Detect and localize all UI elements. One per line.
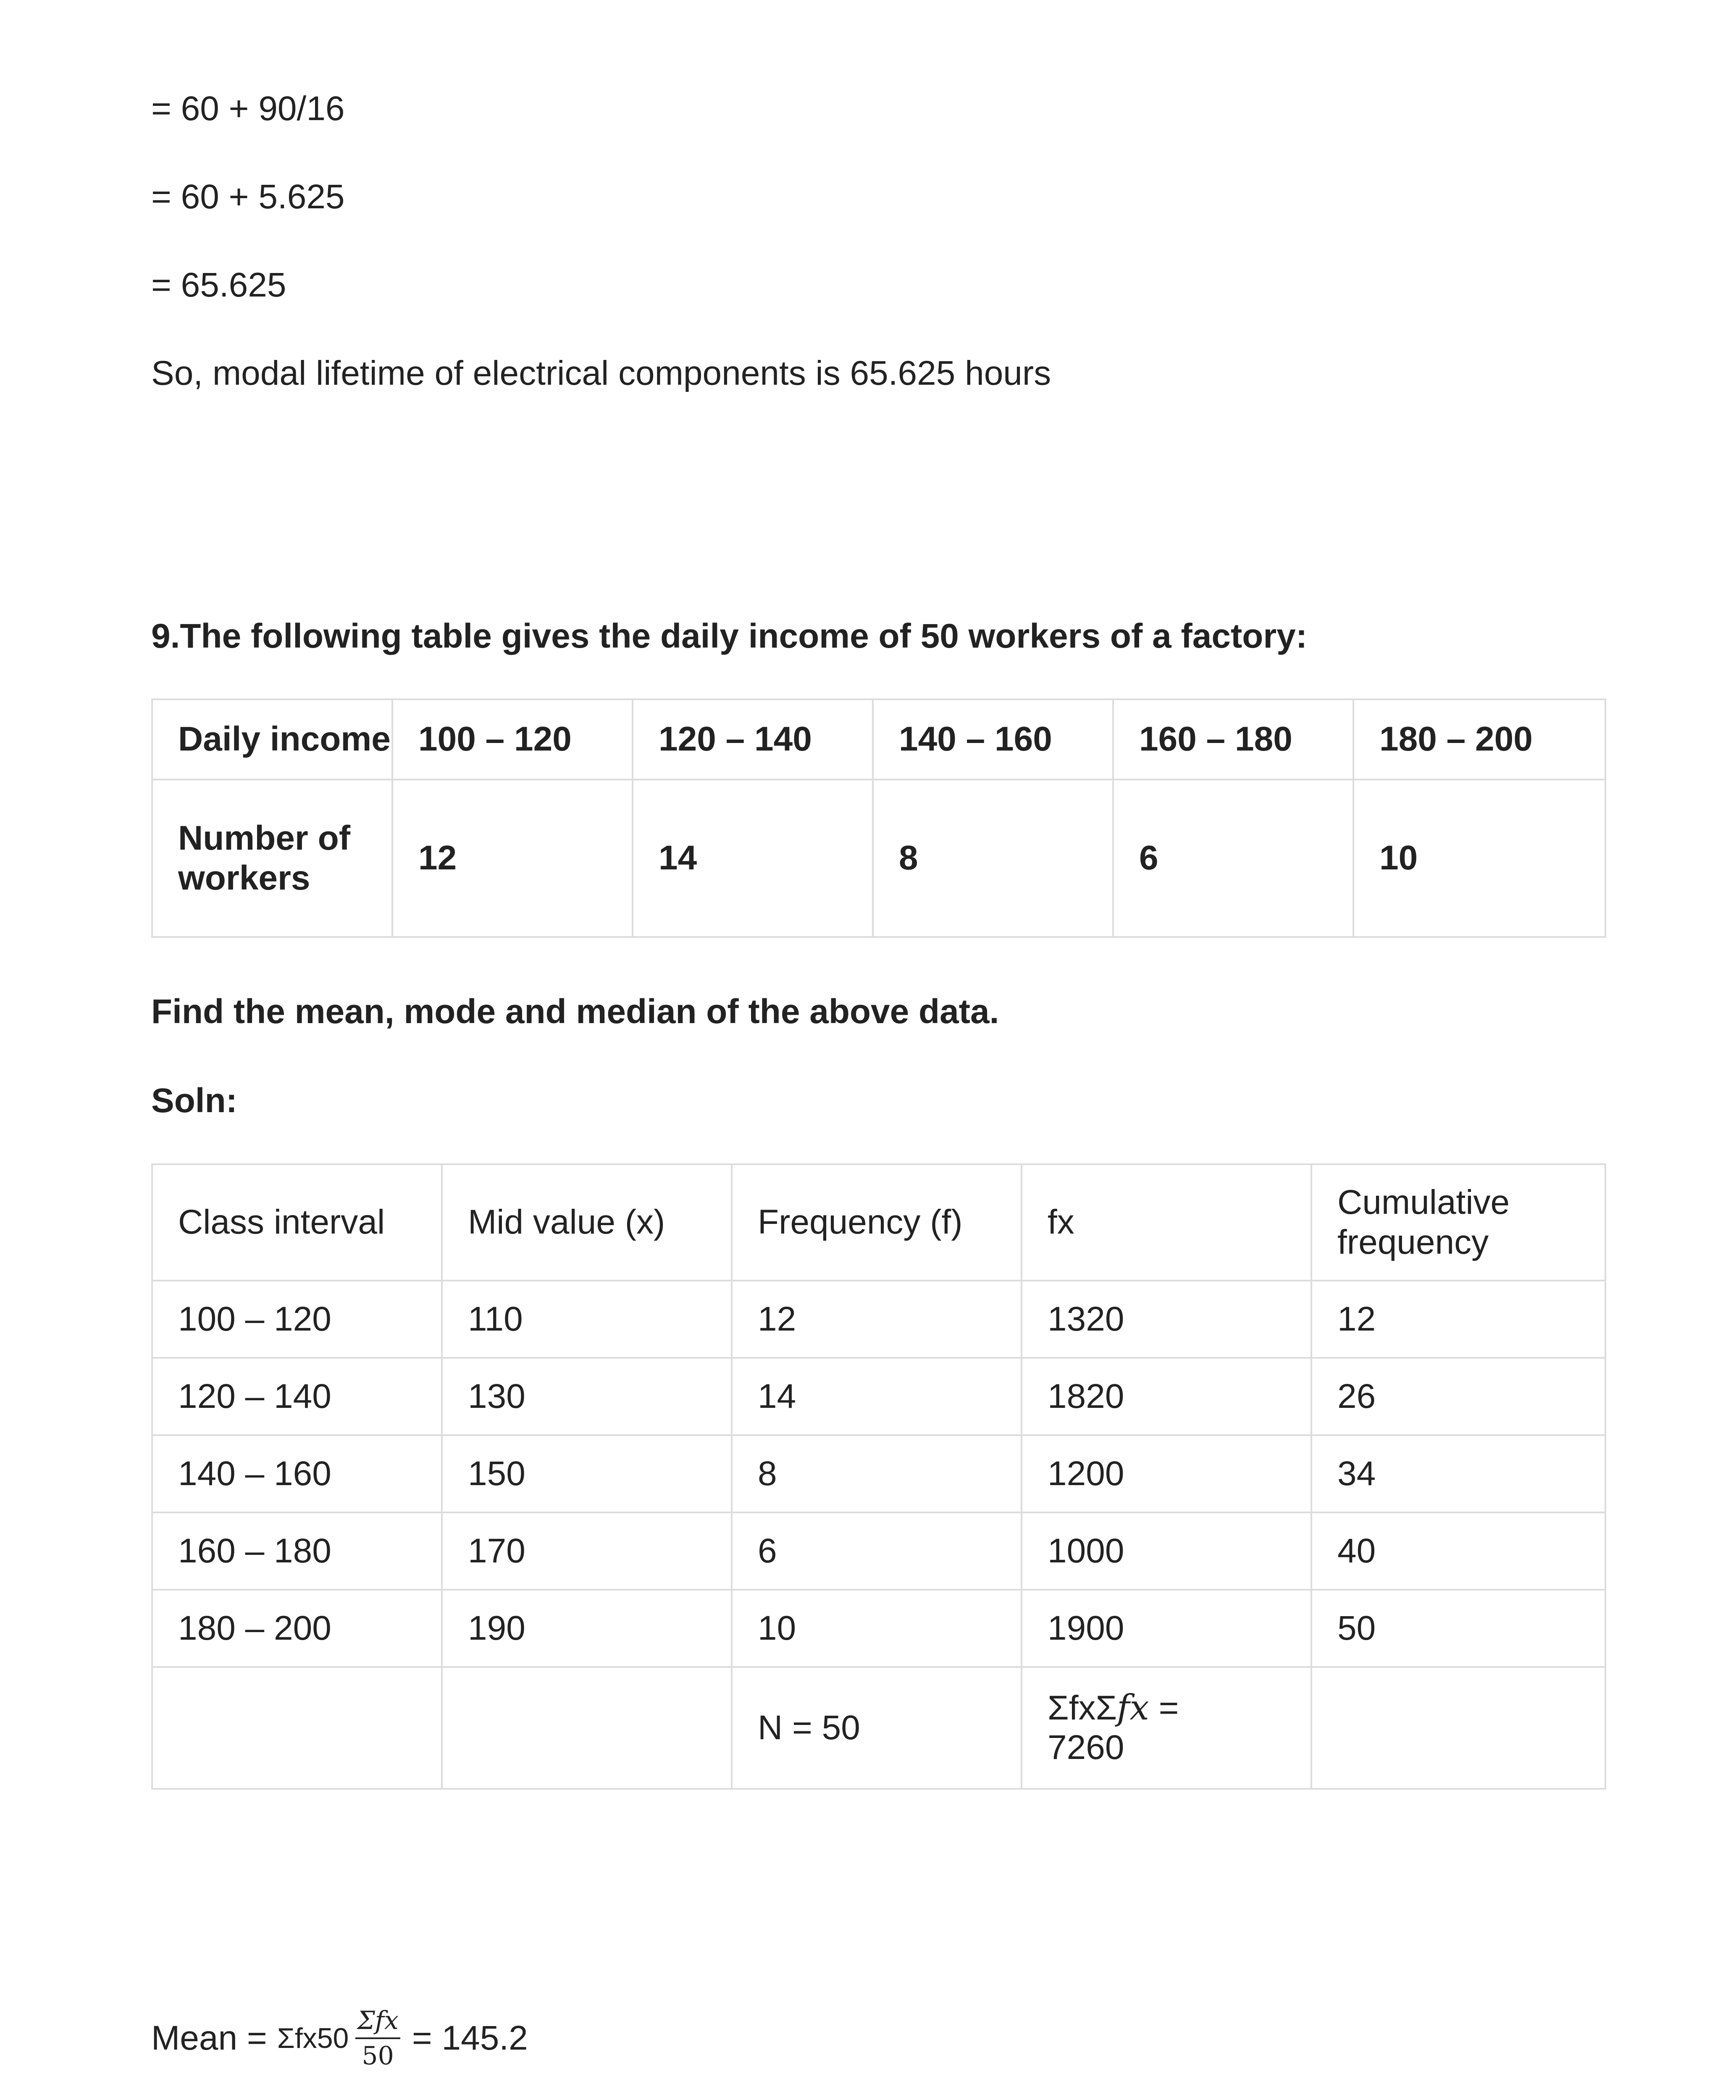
table-cell: 34 — [1311, 1435, 1605, 1512]
conclusion-text: So, modal lifetime of electrical components is 65.625 hours — [151, 354, 1051, 392]
fraction-denominator: 50 — [362, 2041, 394, 2071]
table-cell: 50 — [1311, 1590, 1605, 1667]
table-cell: Daily income — [152, 699, 392, 780]
table-cell: 100 – 120 — [392, 699, 633, 780]
fraction-numerator: Σfx — [355, 2006, 400, 2039]
table-cell: 180 – 200 — [152, 1590, 442, 1667]
table-cell: 170 — [442, 1512, 732, 1590]
table-cell: 8 — [732, 1435, 1022, 1512]
table-row — [152, 1590, 1605, 1667]
table-cell: 1900 — [1022, 1590, 1311, 1667]
table-cell: 190 — [442, 1590, 732, 1667]
total-fx-cell — [1022, 1667, 1311, 1789]
table-header-cell: Class interval — [152, 1164, 442, 1281]
table-cell: 8 — [873, 780, 1113, 937]
table-cell: 140 – 160 — [152, 1435, 442, 1512]
table-cell: 10 — [732, 1590, 1022, 1667]
table-cell: 26 — [1311, 1358, 1605, 1435]
equation-line-1: = 60 + 90/16 — [151, 89, 345, 128]
find-instruction: Find the mean, mode and median of the above data. — [151, 992, 999, 1031]
table-cell: 180 – 200 — [1353, 699, 1605, 780]
solution-table — [151, 1163, 1606, 1790]
question-heading: 9.The following table gives the daily income of 50 workers of a factory: — [151, 617, 1308, 655]
table-cell: 6 — [1113, 780, 1353, 937]
sum-fx-plain: ΣfxΣ — [1048, 1688, 1117, 1727]
table-cell: 1000 — [1022, 1512, 1311, 1590]
table-cell: 110 — [442, 1281, 732, 1358]
table-cell — [152, 1667, 442, 1789]
table-header-row — [152, 1164, 1605, 1281]
table-cell: 6 — [732, 1512, 1022, 1590]
table-header-cell: fx — [1022, 1164, 1311, 1281]
income-table — [151, 698, 1606, 938]
table-cell: 160 – 180 — [152, 1512, 442, 1590]
table-cell: 160 – 180 — [1113, 699, 1353, 780]
table-cell: 14 — [633, 780, 873, 937]
total-frequency-cell: N = 50 — [732, 1667, 1022, 1789]
mean-fraction — [355, 2006, 400, 2071]
table-header-cell: Frequency (f) — [732, 1164, 1022, 1281]
mean-result: = 145.2 — [412, 2019, 528, 2057]
table-cell: 12 — [732, 1281, 1022, 1358]
mean-inline-text: Σfx50 — [277, 2022, 349, 2054]
table-row — [152, 1512, 1605, 1590]
table-row — [152, 1435, 1605, 1512]
mean-label: Mean = — [151, 2019, 267, 2057]
mean-equation — [151, 2006, 528, 2071]
table-cell: 14 — [732, 1358, 1022, 1435]
table-cell: 10 — [1353, 780, 1605, 937]
table-cell: 150 — [442, 1435, 732, 1512]
table-cell: Number of workers — [152, 780, 392, 937]
table-header-cell: Cumulative frequency — [1311, 1164, 1605, 1281]
table-cell — [1311, 1667, 1605, 1789]
sum-fx-value: 7260 — [1048, 1728, 1124, 1767]
table-cell: 1320 — [1022, 1281, 1311, 1358]
soln-label: Soln: — [151, 1082, 237, 1120]
table-row — [152, 1358, 1605, 1435]
equation-line-2: = 60 + 5.625 — [151, 178, 345, 216]
table-cell: 120 – 140 — [152, 1358, 442, 1435]
table-header-cell: Mid value (x) — [442, 1164, 732, 1281]
table-row — [152, 1281, 1605, 1358]
sum-fx-math: fx — [1117, 1688, 1149, 1728]
table-cell — [442, 1667, 732, 1789]
table-row — [152, 780, 1605, 937]
table-cell: 1820 — [1022, 1358, 1311, 1435]
table-total-row — [152, 1667, 1605, 1789]
table-cell: 40 — [1311, 1512, 1605, 1590]
table-row — [152, 699, 1605, 780]
equation-line-3: = 65.625 — [151, 266, 286, 304]
table-cell: 120 – 140 — [633, 699, 873, 780]
sum-fx-equals: = — [1149, 1688, 1179, 1727]
table-cell: 100 – 120 — [152, 1281, 442, 1358]
table-cell: 12 — [392, 780, 633, 937]
table-cell: 12 — [1311, 1281, 1605, 1358]
table-cell: 1200 — [1022, 1435, 1311, 1512]
table-cell: 140 – 160 — [873, 699, 1113, 780]
table-cell: 130 — [442, 1358, 732, 1435]
